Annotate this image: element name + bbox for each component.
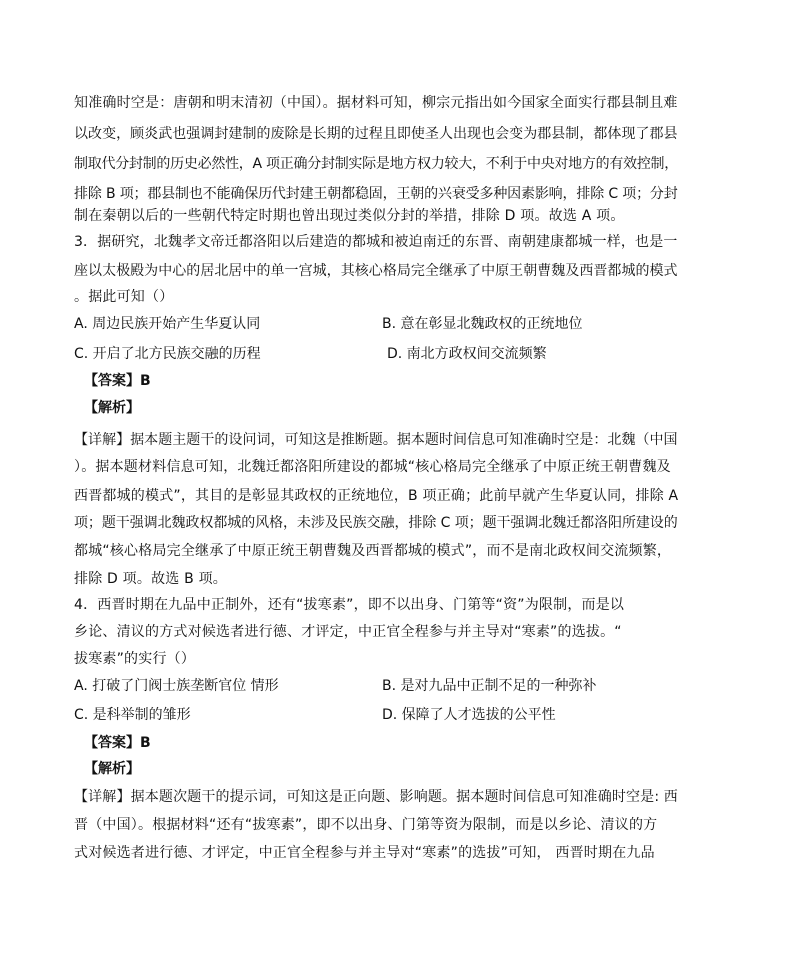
q3-stem-line-3: 。据此可知（） — [74, 289, 174, 305]
q3-explanation-line-1: 【详解】据本题主题干的设问词，可知这是推断题。据本题时间信息可知准确时空是：北魏（中国 — [74, 432, 678, 448]
q4-stem-line-1: 4．西晋时期在九品中正制外，还有“拔寒素”，即不以出身、门第等“资”为限制，而是以 — [74, 597, 625, 613]
q3-stem-line-2: 座以太极殿为中心的居北居中的单一宫城，其核心格局完全继承了中原王朝曹魏及西晋都城的模式 — [74, 263, 678, 279]
q3-option-b: B. 意在彰显北魏政权的正统地位 — [382, 316, 583, 332]
q2-explanation-line-5: 制在秦朝以后的一些朝代特定时期也曾出现过类似分封的举措，排除 D 项。故选 A 项。 — [74, 208, 625, 224]
q3-explanation-line-6: 排除 D 项。故选 B 项。 — [74, 571, 227, 587]
q4-explanation-line-2: 晋（中国）。根据材料“还有“拔寒素”，即不以出身、门第等资为限制，而是以乡论、清议的方 — [74, 817, 658, 833]
q3-explanation-line-5: 都城“核心格局完全继承了中原正统王朝曹魏及西晋都城的模式”，而不是南北政权间交流频繁， — [74, 543, 672, 559]
q3-explanation-line-3: 西晋都城的模式”，其目的是彰显其政权的正统地位，B 项正确；此前早就产生华夏认同，排除 A — [74, 488, 679, 504]
q3-option-d: D. 南北方政权间交流频繁 — [387, 346, 547, 362]
q2-explanation-line-1: 知准确时空是：唐朝和明末清初（中国）。据材料可知，柳宗元指出如今国家全面实行郡县制且难 — [74, 95, 678, 111]
q4-option-d: D. 保障了人才选拔的公平性 — [382, 707, 556, 723]
q3-stem-line-1: 3．据研究，北魏孝文帝迁都洛阳以后建造的都城和被迫南迁的东晋、南朝建康都城一样，也是一 — [74, 234, 678, 250]
q2-explanation-line-3: 制取代分封制的历史必然性，A 项正确分封制实际是地方权力较大，不利于中央对地方的有效控制， — [74, 156, 679, 172]
q4-option-c: C. 是科举制的雏形 — [74, 707, 191, 723]
q4-option-b: B. 是对九品中正制不足的一种弥补 — [382, 678, 597, 694]
q3-explanation-line-4: 项；题干强调北魏政权都城的风格，未涉及民族交融，排除 C 项；题干强调北魏迁都洛阳所建设的 — [74, 515, 678, 531]
q4-stem-line-3: 拔寒素”的实行（） — [74, 651, 196, 667]
q4-explanation-line-1: 【详解】据本题次题干的提示词，可知这是正向题、影响题。据本题时间信息可知准确时空是: 西 — [74, 789, 678, 805]
q2-explanation-line-2: 以改变，顾炎武也强调封建制的废除是长期的过程且即使圣人出现也会变为郡县制，都体现了郡县 — [74, 126, 678, 142]
q4-stem-line-2: 乡论、清议的方式对候选者进行德、才评定，中正官全程参与并主导对“寒素”的选拔。“ — [74, 624, 622, 640]
q2-explanation-line-4: 排除 B 项；郡县制也不能确保历代封建王朝都稳固，王朝的兴衰受多种因素影响，排除 C 项；分封 — [74, 186, 678, 202]
q4-answer: 【答案】B — [84, 735, 151, 751]
q4-option-a: A. 打破了门阀士族垄断官位 情形 — [74, 678, 279, 694]
q3-option-c: C. 开启了北方民族交融的历程 — [74, 346, 261, 362]
q3-answer: 【答案】B — [84, 373, 151, 389]
q4-analysis-label: 【解析】 — [84, 761, 140, 777]
q3-explanation-line-2: ）。据本题材料信息可知，北魏迁都洛阳所建设的都城“核心格局完全继承了中原正统王朝曹魏及 — [74, 459, 671, 475]
q3-option-a: A. 周边民族开始产生华夏认同 — [74, 316, 261, 332]
q4-explanation-line-3: 式对候选者进行德、才评定，中正官全程参与并主导对“寒素”的选拔”可知， 西晋时期在九品 — [74, 845, 655, 861]
q3-analysis-label: 【解析】 — [84, 400, 140, 416]
